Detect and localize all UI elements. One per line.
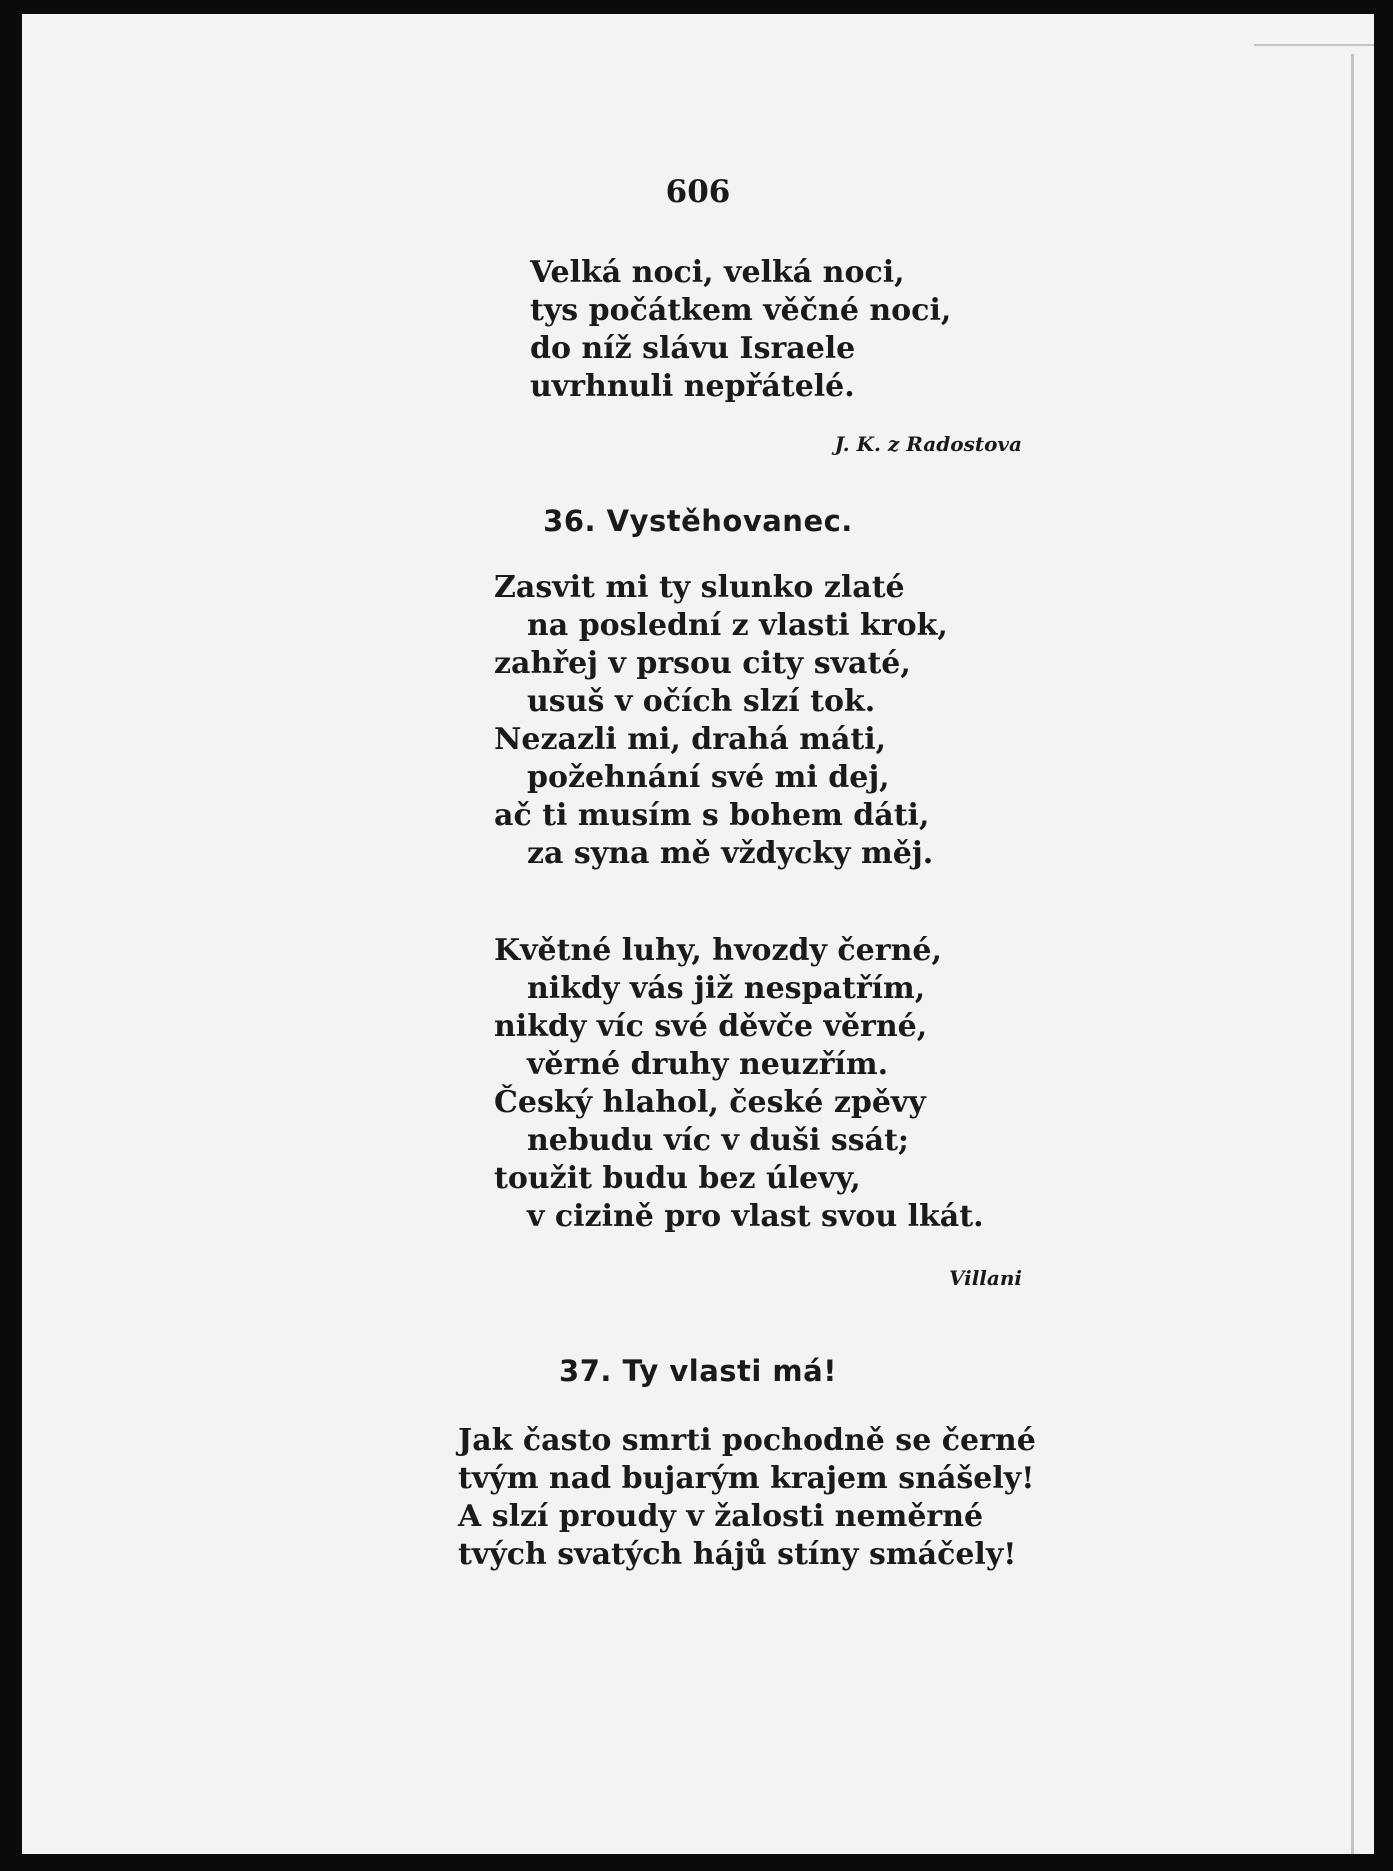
page-number: 606: [665, 174, 731, 210]
book-page: [22, 14, 1374, 1854]
verse-line: usuš v očích slzí tok.: [527, 684, 876, 719]
poem-stanza: [458, 1422, 1036, 1574]
verse-line: Velká noci, velká noci,: [530, 255, 905, 290]
verse-line: za syna mě vždycky měj.: [527, 836, 934, 871]
page-edge-shadow: [1351, 54, 1364, 1854]
scan-artifact: [1254, 14, 1374, 46]
verse-line: nebudu víc v duši ssát;: [527, 1123, 910, 1158]
verse-line: požehnání své mi dej,: [527, 760, 890, 795]
verse-line: toužit budu bez úlevy,: [494, 1161, 861, 1196]
verse-line: věrné druhy neuzřím.: [527, 1047, 889, 1082]
verse-line: nikdy víc své děvče věrné,: [494, 1009, 928, 1044]
verse-line: Jak často smrti pochodně se černé: [458, 1423, 1036, 1458]
verse-line: nikdy vás již nespatřím,: [527, 971, 926, 1006]
verse-line: tvým nad bujarým krajem snášely!: [458, 1461, 1035, 1496]
verse-line: Český hlahol, české zpěvy: [494, 1085, 926, 1120]
verse-line: na poslední z vlasti krok,: [527, 608, 948, 643]
verse-line: uvrhnuli nepřátelé.: [530, 369, 855, 404]
verse-line: tvých svatých hájů stíny smáčely!: [458, 1537, 1017, 1572]
poem-stanza: [494, 932, 984, 1236]
verse-line: tys počátkem věčné noci,: [530, 293, 952, 328]
poem-stanza: [494, 569, 948, 873]
verse-line: do níž slávu Israele: [530, 331, 856, 366]
poem-title: 36. Vystěhovanec.: [543, 504, 853, 538]
verse-line: Květné luhy, hvozdy černé,: [494, 933, 942, 968]
poem-attribution: Villani: [948, 1266, 1022, 1290]
poem-ending-stanza: [530, 254, 951, 406]
verse-line: A slzí proudy v žalosti neměrné: [458, 1499, 984, 1534]
verse-line: Nezazli mi, drahá máti,: [494, 722, 887, 757]
verse-line: zahřej v prsou city svaté,: [494, 646, 911, 681]
poem-title: 37. Ty vlasti má!: [559, 1354, 837, 1388]
poem-attribution: J. K. z Radostova: [834, 432, 1022, 456]
verse-line: Zasvit mi ty slunko zlaté: [494, 570, 905, 605]
verse-line: ač ti musím s bohem dáti,: [494, 798, 930, 833]
verse-line: v cizině pro vlast svou lkát.: [527, 1199, 984, 1234]
